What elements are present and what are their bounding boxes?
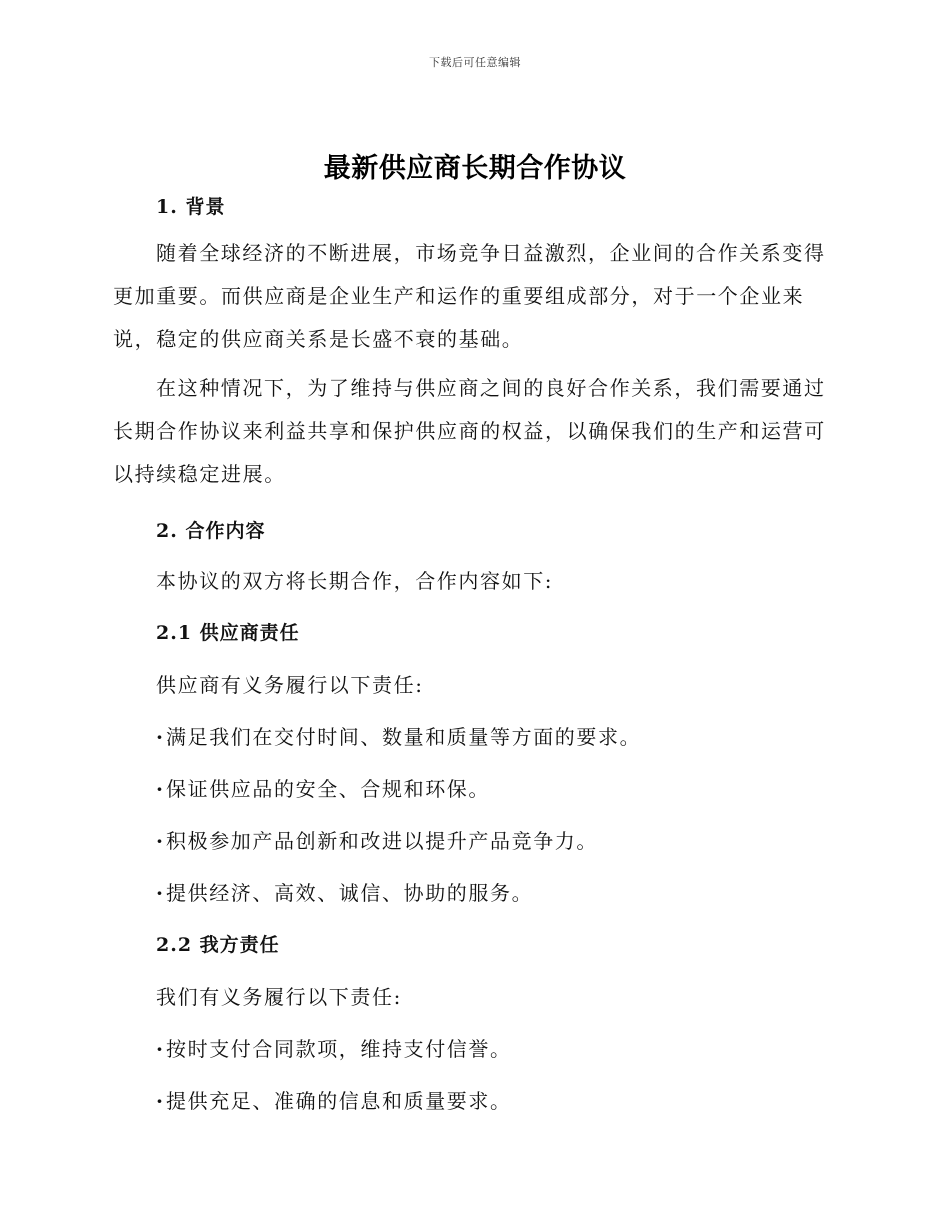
list-item-text: 提供经济、高效、诚信、协助的服务。 xyxy=(166,881,534,905)
document-title: 最新供应商长期合作协议 xyxy=(323,153,627,184)
list-item-text: 按时支付合同款项，维持支付信誉。 xyxy=(166,1037,512,1061)
bullet-icon: · xyxy=(156,881,165,905)
section-intro: 供应商有义务履行以下责任: xyxy=(156,673,424,697)
paragraph: 在这种情况下，为了维持与供应商之间的良好合作关系，我们需要通过长期合作协议来利益共享和保护供应商的权益，以确保我们的生产和运营可以持续稳定进展。 xyxy=(113,376,826,486)
bullet-icon: · xyxy=(156,1089,165,1113)
bullet-icon: · xyxy=(156,829,165,853)
bullet-icon: · xyxy=(156,1037,165,1061)
list-item-text: 积极参加产品创新和改进以提升产品竞争力。 xyxy=(166,829,598,853)
section-heading-our-duties: 2.2 我方责任 xyxy=(156,934,280,956)
section-heading-background: 1. 背景 xyxy=(156,196,226,218)
section-intro: 我们有义务履行以下责任: xyxy=(156,985,402,1009)
section-intro: 本协议的双方将长期合作，合作内容如下: xyxy=(156,569,554,593)
paragraph: 随着全球经济的不断进展，市场竞争日益激烈，企业间的合作关系变得更加重要。而供应商是企业生产和运作的重要组成部分，对于一个企业来说，稳定的供应商关系是长盛不衰的基础。 xyxy=(113,241,826,351)
list-item xyxy=(113,878,833,908)
document-body xyxy=(113,192,833,1116)
list-item-text: 满足我们在交付时间、数量和质量等方面的要求。 xyxy=(166,725,642,749)
bullet-icon: · xyxy=(156,725,165,749)
list-item-text: 保证供应品的安全、合规和环保。 xyxy=(166,777,490,801)
header-note: 下载后可任意编辑 xyxy=(429,56,521,69)
list-item xyxy=(113,774,833,804)
list-item-text: 提供充足、准确的信息和质量要求。 xyxy=(166,1089,512,1113)
section-heading-cooperation: 2. 合作内容 xyxy=(156,520,266,542)
list-item xyxy=(113,1034,833,1064)
bullet-icon: · xyxy=(156,777,165,801)
list-item xyxy=(113,826,833,856)
list-item xyxy=(113,722,833,752)
section-heading-supplier-duties: 2.1 供应商责任 xyxy=(156,622,300,644)
list-item xyxy=(113,1086,833,1116)
